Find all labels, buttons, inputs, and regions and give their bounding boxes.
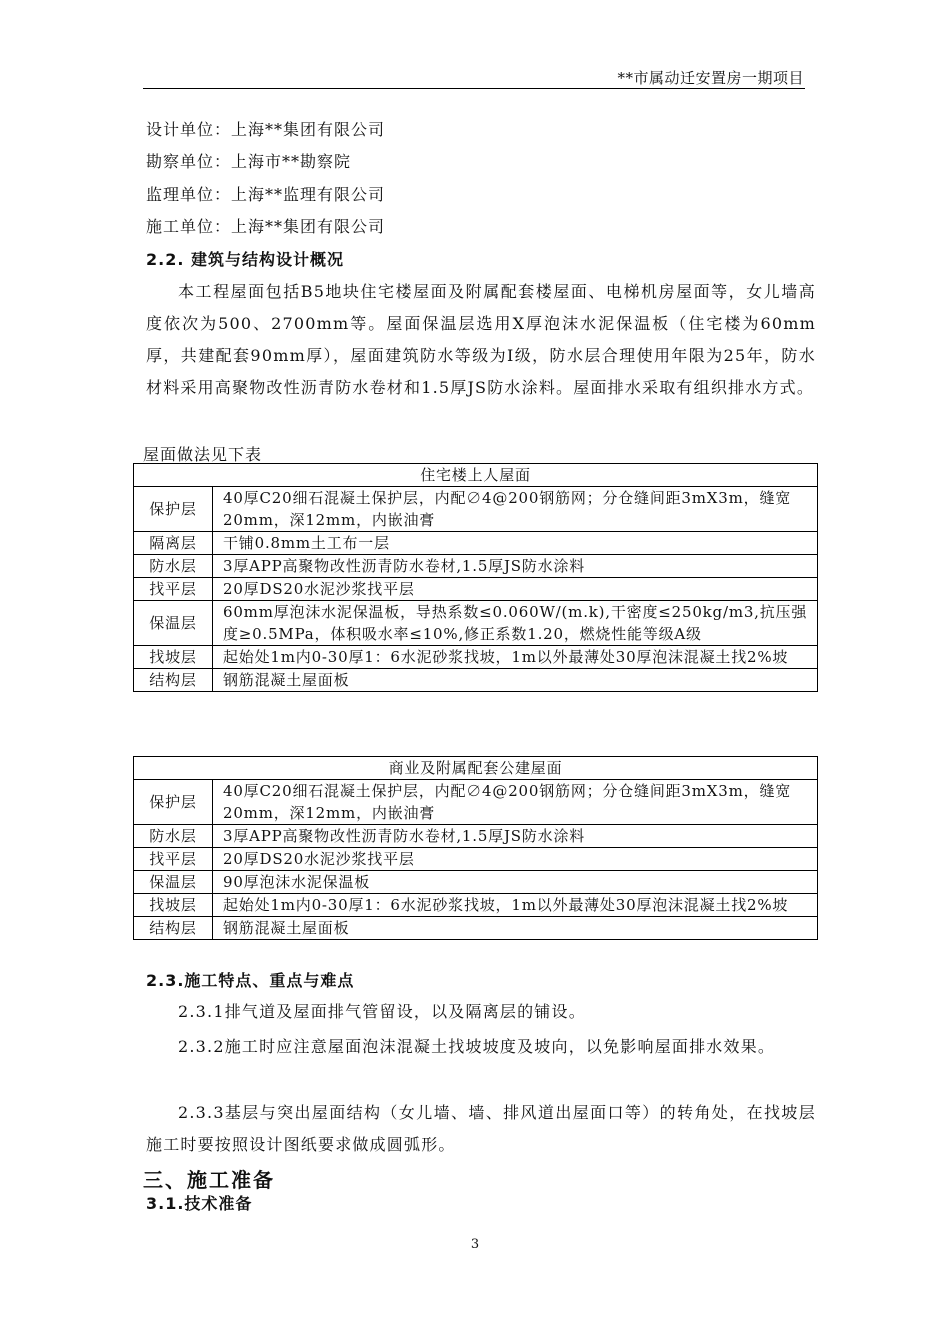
layer-name: 找坡层 (134, 894, 213, 917)
table-row (134, 601, 818, 646)
survey-unit: 勘察单位：上海市**勘察院 (146, 152, 352, 171)
table-row (134, 780, 818, 825)
table-row (134, 848, 818, 871)
commercial-roof-table (133, 756, 818, 940)
layer-description: 20厚DS20水泥沙浆找平层 (213, 578, 818, 601)
table-row (134, 555, 818, 578)
layer-description: 90厚泡沫水泥保温板 (213, 871, 818, 894)
table-row (134, 917, 818, 940)
layer-description: 40厚C20细石混凝土保护层，内配∅4@200钢筋网；分仓缝间距3mX3m，缝宽20mm，深12mm，内嵌油膏 (213, 780, 818, 825)
layer-description: 3厚APP高聚物改性沥青防水卷材,1.5厚JS防水涂料 (213, 825, 818, 848)
table-row (134, 894, 818, 917)
point-2-3-3: 2.3.3基层与突出屋面结构（女儿墙、墙、排风道出屋面口等）的转角处，在找坡层施工时要按照设计图纸要求做成圆弧形。 (146, 1103, 816, 1154)
layer-name: 防水层 (134, 825, 213, 848)
section-3-heading: 三、施工准备 (143, 1168, 275, 1192)
layer-description: 干铺0.8mm土工布一层 (213, 532, 818, 555)
layer-name: 找平层 (134, 578, 213, 601)
table-row (134, 871, 818, 894)
layer-name: 结构层 (134, 917, 213, 940)
supervision-unit: 监理单位：上海**监理有限公司 (146, 185, 386, 204)
table-row (134, 825, 818, 848)
layer-name: 保护层 (134, 487, 213, 532)
layer-name: 找平层 (134, 848, 213, 871)
section-2-2-heading: 2.2. 建筑与结构设计概况 (146, 250, 344, 269)
header-title: **市属动迁安置房一期项目 (617, 69, 804, 87)
construction-unit: 施工单位：上海**集团有限公司 (146, 217, 386, 236)
layer-name: 防水层 (134, 555, 213, 578)
layer-description: 起始处1m内0-30厚1：6水泥砂浆找坡，1m以外最薄处30厚泡沫混凝土找2%坡 (213, 894, 818, 917)
point-2-3-2: 2.3.2施工时应注意屋面泡沫混凝土找坡坡度及坡向，以免影响屋面排水效果。 (178, 1037, 776, 1056)
layer-name: 保护层 (134, 780, 213, 825)
table-caption-row (134, 464, 818, 487)
table-row (134, 532, 818, 555)
residential-roof-table (133, 463, 818, 692)
layer-description: 60mm厚泡沫水泥保温板，导热系数≤0.060W/(m.k),干密度≤250kg/m3,抗压强度≥0.5MPa，体积吸水率≤10%,修正系数1.20，燃烧性能等级A级 (213, 601, 818, 646)
design-unit: 设计单位：上海**集团有限公司 (146, 120, 386, 139)
layer-description: 钢筋混凝土屋面板 (213, 669, 818, 692)
layer-description: 3厚APP高聚物改性沥青防水卷材,1.5厚JS防水涂料 (213, 555, 818, 578)
layer-name: 找坡层 (134, 646, 213, 669)
table-row (134, 646, 818, 669)
table-caption: 商业及附属配套公建屋面 (134, 757, 818, 780)
table-row (134, 669, 818, 692)
section-2-3-heading: 2.3.施工特点、重点与难点 (146, 971, 355, 990)
layer-description: 钢筋混凝土屋面板 (213, 917, 818, 940)
layer-name: 保温层 (134, 601, 213, 646)
table-intro: 屋面做法见下表 (143, 445, 263, 464)
table-caption-row (134, 757, 818, 780)
design-overview-paragraph: 本工程屋面包括B5地块住宅楼屋面及附属配套楼屋面、电梯机房屋面等，女儿墙高度依次为500、2700mm等。屋面保温层选用X厚泡沫水泥保温板（住宅楼为60mm厚，共建配套90mm厚），屋面建筑防水等级为Ⅰ级，防水层合理使用年限为25年，防水材料采用高聚物改性沥青防水卷材和1.5厚JS防水涂料。屋面排水采取有组织排水方式。 (146, 282, 816, 397)
header-rule (143, 88, 805, 89)
table-row (134, 487, 818, 532)
page-number: 3 (470, 1237, 480, 1252)
table-caption: 住宅楼上人屋面 (134, 464, 818, 487)
layer-name: 保温层 (134, 871, 213, 894)
table-row (134, 578, 818, 601)
layer-description: 40厚C20细石混凝土保护层，内配∅4@200钢筋网；分仓缝间距3mX3m，缝宽20mm，深12mm，内嵌油膏 (213, 487, 818, 532)
point-2-3-1: 2.3.1排气道及屋面排气管留设，以及隔离层的铺设。 (178, 1002, 586, 1021)
layer-name: 隔离层 (134, 532, 213, 555)
layer-name: 结构层 (134, 669, 213, 692)
layer-description: 20厚DS20水泥沙浆找平层 (213, 848, 818, 871)
section-3-1-heading: 3.1.技术准备 (146, 1194, 253, 1213)
layer-description: 起始处1m内0-30厚1：6水泥砂浆找坡，1m以外最薄处30厚泡沫混凝土找2%坡 (213, 646, 818, 669)
